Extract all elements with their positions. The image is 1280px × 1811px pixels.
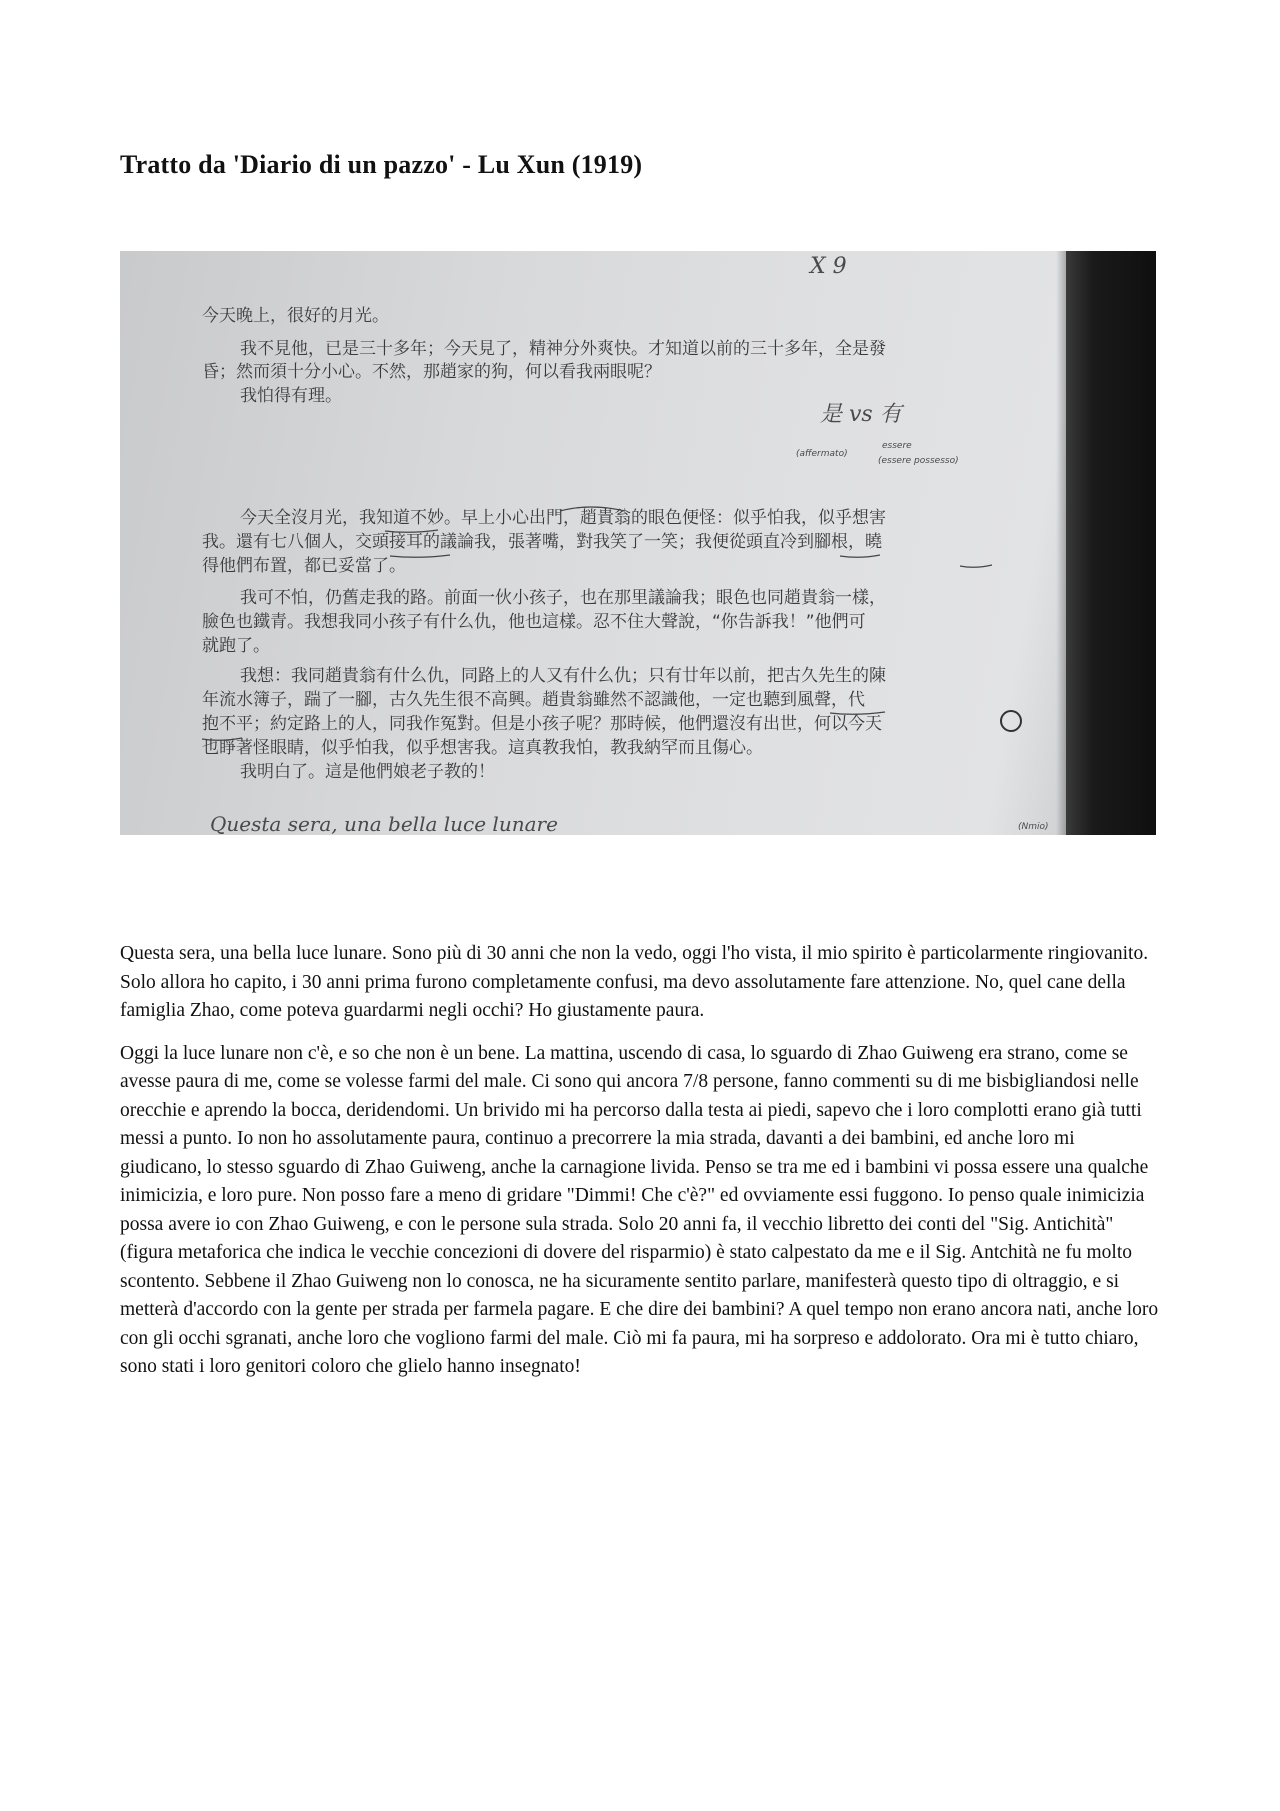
chinese-line: 我不見他，已是三十多年；今天見了，精神分外爽快。才知道以前的三十多年，全是發 <box>240 339 886 359</box>
chinese-line: 我怕得有理。 <box>240 386 342 406</box>
chinese-line: 年流水簿子，踹了一腳，古久先生很不高興。趙貴翁雖然不認識他，一定也聽到風聲，代 <box>202 690 865 710</box>
chinese-line: 就跑了。 <box>202 636 270 656</box>
handwritten-label: (essere possesso) <box>878 456 959 466</box>
handwritten-label: (affermato) <box>796 449 848 459</box>
handwritten-corner-note: (Nmio) <box>1018 822 1049 832</box>
translation-text <box>120 940 1160 1396</box>
handwritten-underline <box>840 555 880 557</box>
chinese-line: 今天晚上，很好的月光。 <box>202 306 389 326</box>
chinese-line: 抱不平；約定路上的人，同我作冤對。但是小孩子呢？那時候，他們還沒有出世，何以今天 <box>202 714 882 734</box>
handwritten-verbs: 是 vs 有 <box>820 402 902 427</box>
chinese-line: 得他們布置，都已妥當了。 <box>202 556 406 576</box>
photo-content <box>120 251 1156 835</box>
chinese-line: 今天全沒月光，我知道不妙。早上小心出門，趙貴翁的眼色便怪：似乎怕我，似乎想害 <box>240 508 886 528</box>
paragraph: Oggi la luce lunare non c'è, e so che non è un bene. La mattina, uscendo di casa, lo sguardo di Zhao Guiweng era strano, come se avesse paura di me, come se volesse farmi del male. Ci sono qui ancora 7/8 persone, fanno commenti su di me bisbigliandosi nelle orecchie e aprendo la bocca, deridendomi. Un brivido mi ha percorso dalla testa ai piedi, sapevo che i loro complotti erano già tutti messi a punto. Io non ho assolutamente paura, continuo a precorrere la mia strada, davanti a dei bambini, ed anche loro mi giudicano, lo stesso sguardo di Zhao Guiweng, anche la carnagione livida. Penso se tra me ed i bambini vi possa essere una qualche inimicizia, e loro pure. Non posso fare a meno di gridare "Dimmi! Che c'è?" ed ovviamente essi fuggono. Io penso quale inimicizia possa avere io con Zhao Guiweng, e con le persone sula strada. Solo 20 anni fa, il vecchio libretto dei conti del "Sig. Antichità" (figura metaforica che indica le vecchie concezioni di dovere del risparmio) è stato calpestato da me e il Sig. Antchità ne fu molto scontento. Sebbene il Zhao Guiweng non lo conosca, ne ha sicuramente sentito parlare, manifesterà questo tipo di oltraggio, e si metterà d'accordo con la gente per strada per farmela pagare. E che dire dei bambini? A quel tempo non erano ancora nati, anche loro con gli occhi sgranati, anche loro che vogliono farmi del male. Ciò mi fa paura, mi ha sorpreso e addolorato. Ora mi è tutto chiaro, sono stati i loro genitori coloro che glielo hanno insegnato! <box>120 1042 1159 1377</box>
handwritten-circle <box>1001 711 1021 731</box>
chinese-line: 我。還有七八個人，交頭接耳的議論我，張著嘴，對我笑了一笑；我便從頭直冷到腳根，曉 <box>202 532 882 552</box>
handwritten-caption: Questa sera, una bella luce lunare <box>210 812 558 835</box>
chinese-line: 臉色也鐵青。我想我同小孩子有什么仇，他也這樣。忍不住大聲說，“你告訴我！”他們可 <box>202 612 866 632</box>
handwritten-underline <box>960 565 992 567</box>
chinese-line: 我明白了。這是他們娘老子教的！ <box>240 762 495 782</box>
annotated-text-photo <box>120 251 1156 835</box>
chinese-line: 我可不怕，仍舊走我的路。前面一伙小孩子，也在那里議論我；眼色也同趙貴翁一樣， <box>240 588 886 608</box>
paragraph: Questa sera, una bella luce lunare. Sono più di 30 anni che non la vedo, oggi l'ho vista, il mio spirito è particolarmente ringiovanito. Solo allora ho capito, i 30 anni prima furono completamente confusi, ma devo assolutamente fare attenzione. No, quel cane della famiglia Zhao, come poteva guardarmi negli occhi? Ho giustamente paura. <box>120 943 1149 1021</box>
page-title: Tratto da 'Diario di un pazzo' - Lu Xun (1919) <box>120 150 643 179</box>
chinese-line: 也睜著怪眼睛，似乎怕我，似乎想害我。這真教我怕，教我納罕而且傷心。 <box>202 738 763 758</box>
chinese-line: 我想：我同趙貴翁有什么仇，同路上的人又有什么仇；只有廿年以前，把古久先生的陳 <box>240 666 886 686</box>
chinese-line: 昏；然而須十分小心。不然，那趙家的狗，何以看我兩眼呢？ <box>202 362 661 382</box>
handwritten-top-mark: X 9 <box>810 254 847 279</box>
handwritten-label: essere <box>882 441 912 451</box>
